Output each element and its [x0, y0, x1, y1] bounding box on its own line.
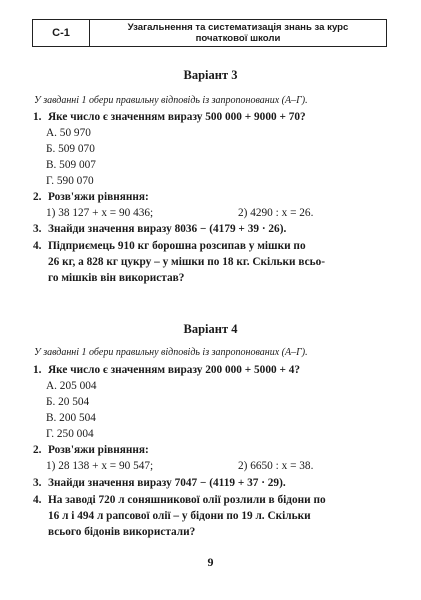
page-number: 9: [207, 555, 214, 569]
task-number: 1.: [33, 364, 42, 376]
section-title: Узагальнення та систематизація знань за курс початкової школи: [127, 22, 349, 44]
equation-2: 2) 6650 : x = 38.: [238, 460, 314, 472]
task-text-line: 26 кг, а 828 кг цукру – у мішки по 18 кг. Скільки всьо-: [48, 256, 325, 268]
task-number: 3.: [33, 223, 42, 235]
task-number: 4.: [33, 494, 42, 506]
variant-3-title: Варіант 3: [183, 68, 238, 82]
task-number: 1.: [33, 111, 42, 123]
option-b: Б. 20 504: [46, 396, 90, 408]
task-number: 2.: [33, 191, 42, 203]
option-b: Б. 509 070: [46, 143, 95, 155]
variant-4-instruction: У завданні 1 обери правильну відповідь із запропонованих (А–Г).: [34, 347, 308, 358]
section-code: С-1: [33, 20, 90, 46]
task-text: Розв'яжи рівняння:: [48, 191, 149, 203]
task-text-line: Підприємець 910 кг борошна розсипав у мішки по: [48, 240, 306, 252]
task-text: Яке число є значенням виразу 500 000 + 9000 + 70?: [48, 111, 306, 123]
equation-2: 2) 4290 : x = 26.: [238, 207, 314, 219]
task-text-line: го мішків він використав?: [48, 272, 185, 284]
equation-1: 1) 38 127 + x = 90 436;: [46, 207, 154, 219]
task-text: Яке число є значенням виразу 200 000 + 5000 + 4?: [48, 364, 301, 376]
option-c: В. 200 504: [46, 412, 96, 424]
task-number: 2.: [33, 444, 42, 456]
option-a: А. 205 004: [46, 380, 97, 392]
variant-4-title: Варіант 4: [183, 322, 238, 336]
task-text-line: всього бідонів використали?: [48, 526, 196, 538]
task-number: 4.: [33, 240, 42, 252]
option-c: В. 509 007: [46, 159, 96, 171]
option-d: Г. 590 070: [46, 175, 94, 187]
task-text: Знайди значення виразу 8036 − (4179 + 39 · 26).: [48, 223, 287, 235]
task-text-line: На заводі 720 л соняшникової олії розлили в бідони по: [48, 494, 326, 506]
task-number: 3.: [33, 477, 42, 489]
option-a: А. 50 970: [46, 127, 91, 139]
section-header: [32, 19, 387, 47]
task-text: Знайди значення виразу 7047 − (4119 + 37 · 29).: [48, 477, 286, 489]
task-text-line: 16 л і 494 л рапсової олії – у бідони по 19 л. Скільки: [48, 510, 311, 522]
equation-1: 1) 28 138 + x = 90 547;: [46, 460, 154, 472]
variant-3-instruction: У завданні 1 обери правильну відповідь із запропонованих (А–Г).: [34, 95, 308, 106]
option-d: Г. 250 004: [46, 428, 94, 440]
task-text: Розв'яжи рівняння:: [48, 444, 149, 456]
